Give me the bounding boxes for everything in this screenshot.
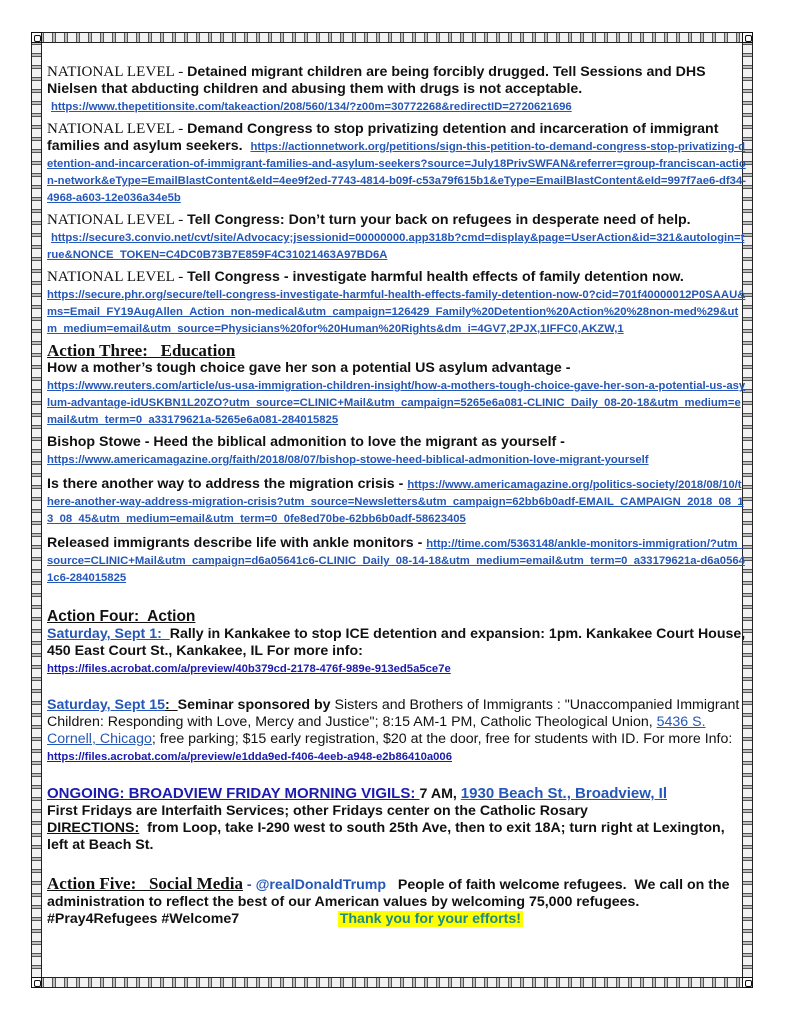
article-title: Is there another way to address the migration crisis - (47, 476, 408, 492)
level-label: NATIONAL LEVEL - (47, 269, 188, 285)
national-item-4 (47, 269, 747, 337)
event-info-link[interactable]: https://files.acrobat.com/a/preview/e1dda9ed-f406-4eeb-a948-e2b86410a006 (47, 751, 453, 763)
greek-key-border-bottom (31, 977, 753, 988)
level-label: NATIONAL LEVEL - (47, 64, 188, 80)
article-title: Released immigrants describe life with ankle monitors - (47, 535, 427, 551)
national-item-3 (47, 212, 747, 263)
event-description-b: Sisters and Brothers of Immigrants : "Unaccompanied Immigrant Children: Responding with Love, Mercy and Justice"; 8:15 AM-1 PM, Catholic Theological Union, (47, 697, 740, 730)
section-heading-action-four: Action Four: Action (47, 608, 196, 625)
event-date-colon: : (165, 697, 178, 713)
event-description-c: ; free parking; $15 early registration, $20 at the door, free for students with ID. For more Info: (151, 731, 733, 747)
thank-you-highlight: Thank you for your efforts! (339, 911, 522, 927)
national-item-1 (47, 64, 747, 115)
corner-ornament-icon (31, 977, 42, 988)
event-description-a: Seminar sponsored by (177, 697, 335, 713)
article-item (47, 360, 747, 428)
article-item (47, 434, 747, 468)
corner-ornament-icon (742, 32, 753, 43)
article-title: Bishop Stowe - Heed the biblical admonition to love the migrant as yourself - (47, 434, 565, 450)
section-heading-action-five: Action Five: Social Media (47, 874, 243, 893)
event-date-link[interactable]: Saturday, Sept 1: (47, 626, 170, 642)
petition-link[interactable]: https://www.thepetitionsite.com/takeaction/208/560/134/?z00m=30772268&redirectID=2720621696 (50, 101, 572, 113)
article-link[interactable]: https://www.americamagazine.org/faith/2018/08/07/bishop-stowe-heed-biblical-admonition-love-migrant-yourself (47, 454, 649, 466)
corner-ornament-icon (31, 32, 42, 43)
ongoing-vigils-link[interactable]: ONGOING: BROADVIEW FRIDAY MORNING VIGILS: (47, 785, 420, 802)
section-heading-action-three: Action Three: Education (47, 341, 236, 360)
article-item (47, 535, 747, 586)
item-text: Detained migrant children are being forcibly drugged. Tell Sessions and DHS Nielsen that abducting children and abusing them with drugs is not acceptable. (47, 64, 706, 97)
greek-key-border-top (31, 32, 753, 43)
article-link[interactable]: https://www.americamagazine.org/politics-society/2018/08/10/there-another-way-address-migration-crisis?utm_source=Newsletters&utm_campaign=62bb6b0adf-EMAIL_CAMPAIGN_2018_08_13_08_45&utm_medium=email&utm_term=0_0fe8ed70be-62bb6b0adf-58623405 (47, 479, 744, 525)
petition-link[interactable]: https://secure3.convio.net/cvt/site/Advocacy;jsessionid=00000000.app318b?cmd=display&page=UserAction&id=321&autologin=true&NONCE_TOKEN=C4DC0B73B7E859F4C31021463A97BD6A (47, 232, 745, 261)
item-text: Tell Congress - investigate harmful health effects of family detention now. (187, 269, 684, 285)
action-five (47, 874, 747, 928)
event-sept-1 (47, 626, 747, 677)
petition-link[interactable]: https://actionnetwork.org/petitions/sign-this-petition-to-demand-congress-stop-privatizing-detention-and-incarceration-of-immigrant-families-and-asylum-seekers?source=July18PrivSWFAN&referrer=group-franciscan-action-network&eType=EmailBlastContent&eId=4ee9f2ed-7743-4814-b09f-c53a79f615b1&eType=EmailBlastContent&eId=997f7ae6-df34-4968-a603-12e036a34e5b (47, 141, 747, 204)
social-media-message: People of faith welcome refugees. We call on the administration to reflect the best of our American values by welcoming 75,000 refugees. #Pray4Refugees #Welcome7 (47, 877, 734, 927)
item-text: Demand Congress to stop privatizing detention and incarceration of immigrant families and asylum seekers. (47, 121, 719, 154)
level-label: NATIONAL LEVEL - (47, 212, 188, 228)
vigil-address-link[interactable]: 1930 Beach St., Broadview, Il (460, 785, 667, 802)
twitter-handle[interactable]: @realDonaldTrump (255, 877, 387, 893)
article-item (47, 476, 747, 527)
document-content (47, 64, 747, 928)
event-description: Rally in Kankakee to stop ICE detention and expansion: 1pm. Kankakee Court House, 450 East Court St., Kankakee, IL For more info: (47, 626, 746, 659)
event-date-link[interactable]: Saturday, Sept 15 (47, 697, 166, 713)
event-sept-15 (47, 697, 747, 765)
level-label: NATIONAL LEVEL - (47, 121, 188, 137)
directions-text: from Loop, take I-290 west to south 25th Ave, then to exit 18A; turn right at Lexington, left at Beach St. (47, 820, 729, 853)
address-link[interactable]: 5436 S. Cornell, Chicago (47, 714, 706, 747)
article-link[interactable]: https://www.reuters.com/article/us-usa-immigration-children-insight/how-a-mothers-tough-choice-gave-her-son-a-potential-us-asylum-advantage-idUSKBN1L20ZO?utm_source=CLINIC+Mail&utm_campaign=5265e6a081-CLINIC_Daily_08-20-18&utm_medium=email&utm_term=0_a33179621a-5265e6a081-284015825 (47, 380, 746, 426)
ongoing-vigils (47, 785, 747, 854)
article-link[interactable]: http://time.com/5363148/ankle-monitors-immigration/?utm_source=CLINIC+Mail&utm_campaign=d6a05641c6-CLINIC_Daily_08-14-18&utm_medium=email&utm_term=0_a33179621a-d6a05641c6-284015825 (47, 538, 745, 584)
corner-ornament-icon (742, 977, 753, 988)
directions-label: DIRECTIONS: (47, 820, 140, 836)
item-text: Tell Congress: Don’t turn your back on refugees in desperate need of help. (187, 212, 691, 228)
spacer (239, 911, 338, 927)
petition-link[interactable]: https://secure.phr.org/secure/tell-congress-investigate-harmful-health-effects-family-detention-now-0?cid=701f40000012P0SAAU&ms=Email_FY19AugAllen_Action_non-medical&utm_campaign=126429_Family%20Detention%20Action%20%28non-med%29&utm_medium=email&utm_source=Physicians%20for%20Human%20Rights&dm_i=4GV7,2PJX,1IFFC0,AKZW,1 (47, 289, 746, 335)
article-title: How a mother’s tough choice gave her son a potential US asylum advantage - (47, 360, 571, 376)
national-item-2 (47, 121, 747, 206)
event-info-link[interactable]: https://files.acrobat.com/a/preview/40b379cd-2178-476f-989e-913ed5a5ce7e (47, 663, 451, 675)
dash: - (242, 877, 256, 893)
greek-key-border-left (31, 32, 42, 988)
vigil-schedule: First Fridays are Interfaith Services; other Fridays center on the Catholic Rosary (47, 803, 588, 819)
vigil-time: 7 AM, (419, 786, 461, 802)
